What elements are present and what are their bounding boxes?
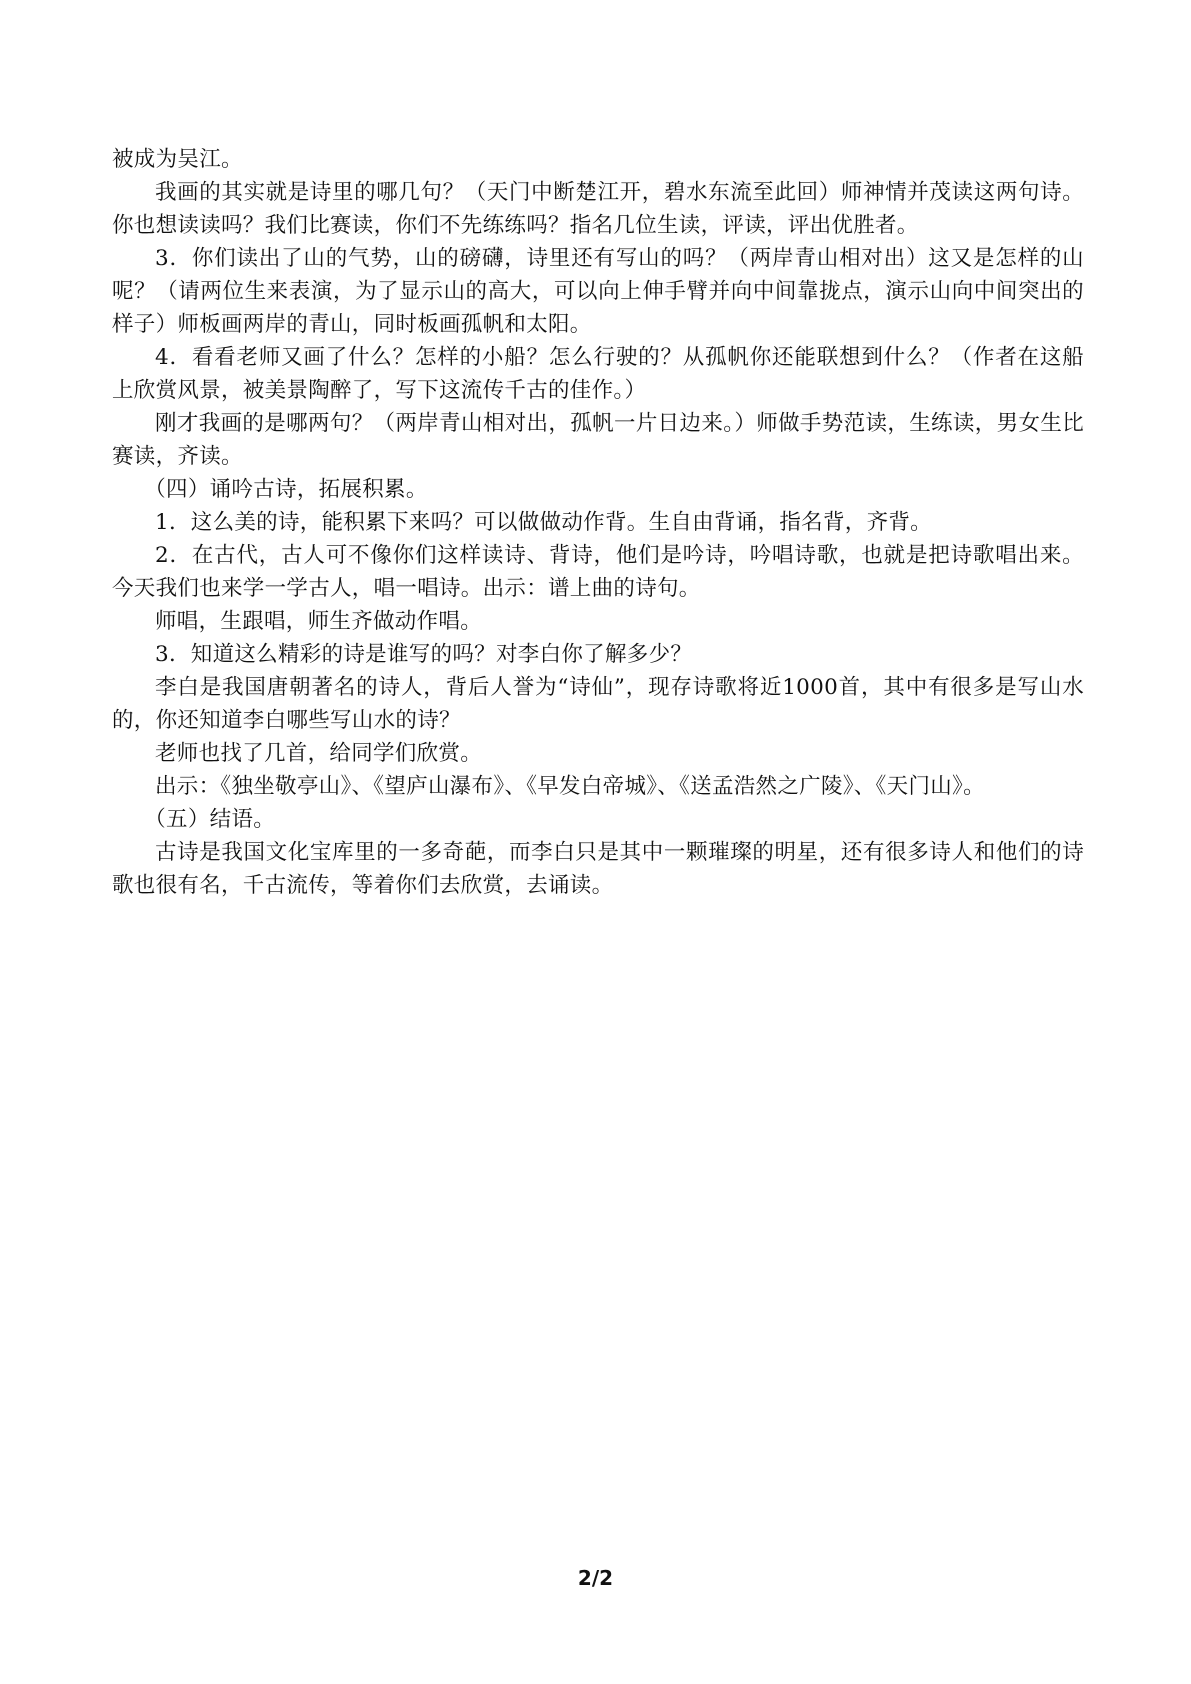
section-heading-four: （四）诵吟古诗，拓展积累。 [144,477,428,502]
section-heading-five: （五）结语。 [144,807,276,832]
paragraph: 出示：《独坐敬亭山》、《望庐山瀑布》、《早发白帝城》、《送孟浩然之广陵》、《天门山》。 [155,774,985,799]
document-body [112,143,1084,902]
paragraph: 3．你们读出了山的气势，山的磅礴，诗里还有写山的吗？（两岸青山相对出）这又是怎样的山呢？（请两位生来表演，为了显示山的高大，可以向上伸手臂并向中间靠拢点，演示山向中间突出的样子）师板画两岸的青山，同时板画孤帆和太阳。 [112,246,1084,337]
paragraph: 我画的其实就是诗里的哪几句？（天门中断楚江开，碧水东流至此回）师神情并茂读这两句诗。你也想读读吗？我们比赛读，你们不先练练吗？指名几位生读，评读，评出优胜者。 [112,180,1084,238]
paragraph: 1．这么美的诗，能积累下来吗？可以做做动作背。生自由背诵，指名背，齐背。 [155,510,932,535]
paragraph: 老师也找了几首，给同学们欣赏。 [155,741,483,766]
paragraph: 2．在古代，古人可不像你们这样读诗、背诗，他们是吟诗，吟唱诗歌，也就是把诗歌唱出来。今天我们也来学一学古人，唱一唱诗。出示：谱上曲的诗句。 [112,543,1084,601]
paragraph: 3．知道这么精彩的诗是谁写的吗？对李白你了解多少？ [155,642,693,667]
paragraph: 师唱，生跟唱，师生齐做动作唱。 [155,609,483,634]
paragraph: 4．看看老师又画了什么？怎样的小船？怎么行驶的？从孤帆你还能联想到什么？（作者在这船上欣赏风景，被美景陶醉了，写下这流传千古的佳作。） [112,345,1084,403]
paragraph: 李白是我国唐朝著名的诗人，背后人誉为“诗仙”，现存诗歌将近1000首，其中有很多是写山水的，你还知道李白哪些写山水的诗？ [112,675,1084,733]
paragraph: 刚才我画的是哪两句？（两岸青山相对出，孤帆一片日边来。）师做手势范读，生练读，男女生比赛读，齐读。 [112,411,1084,469]
page-number: 2/2 [577,1566,614,1590]
paragraph: 古诗是我国文化宝库里的一多奇葩，而李白只是其中一颗璀璨的明星，还有很多诗人和他们的诗歌也很有名，千古流传，等着你们去欣赏，去诵读。 [112,840,1084,898]
paragraph-continuation: 被成为吴江。 [112,147,243,172]
